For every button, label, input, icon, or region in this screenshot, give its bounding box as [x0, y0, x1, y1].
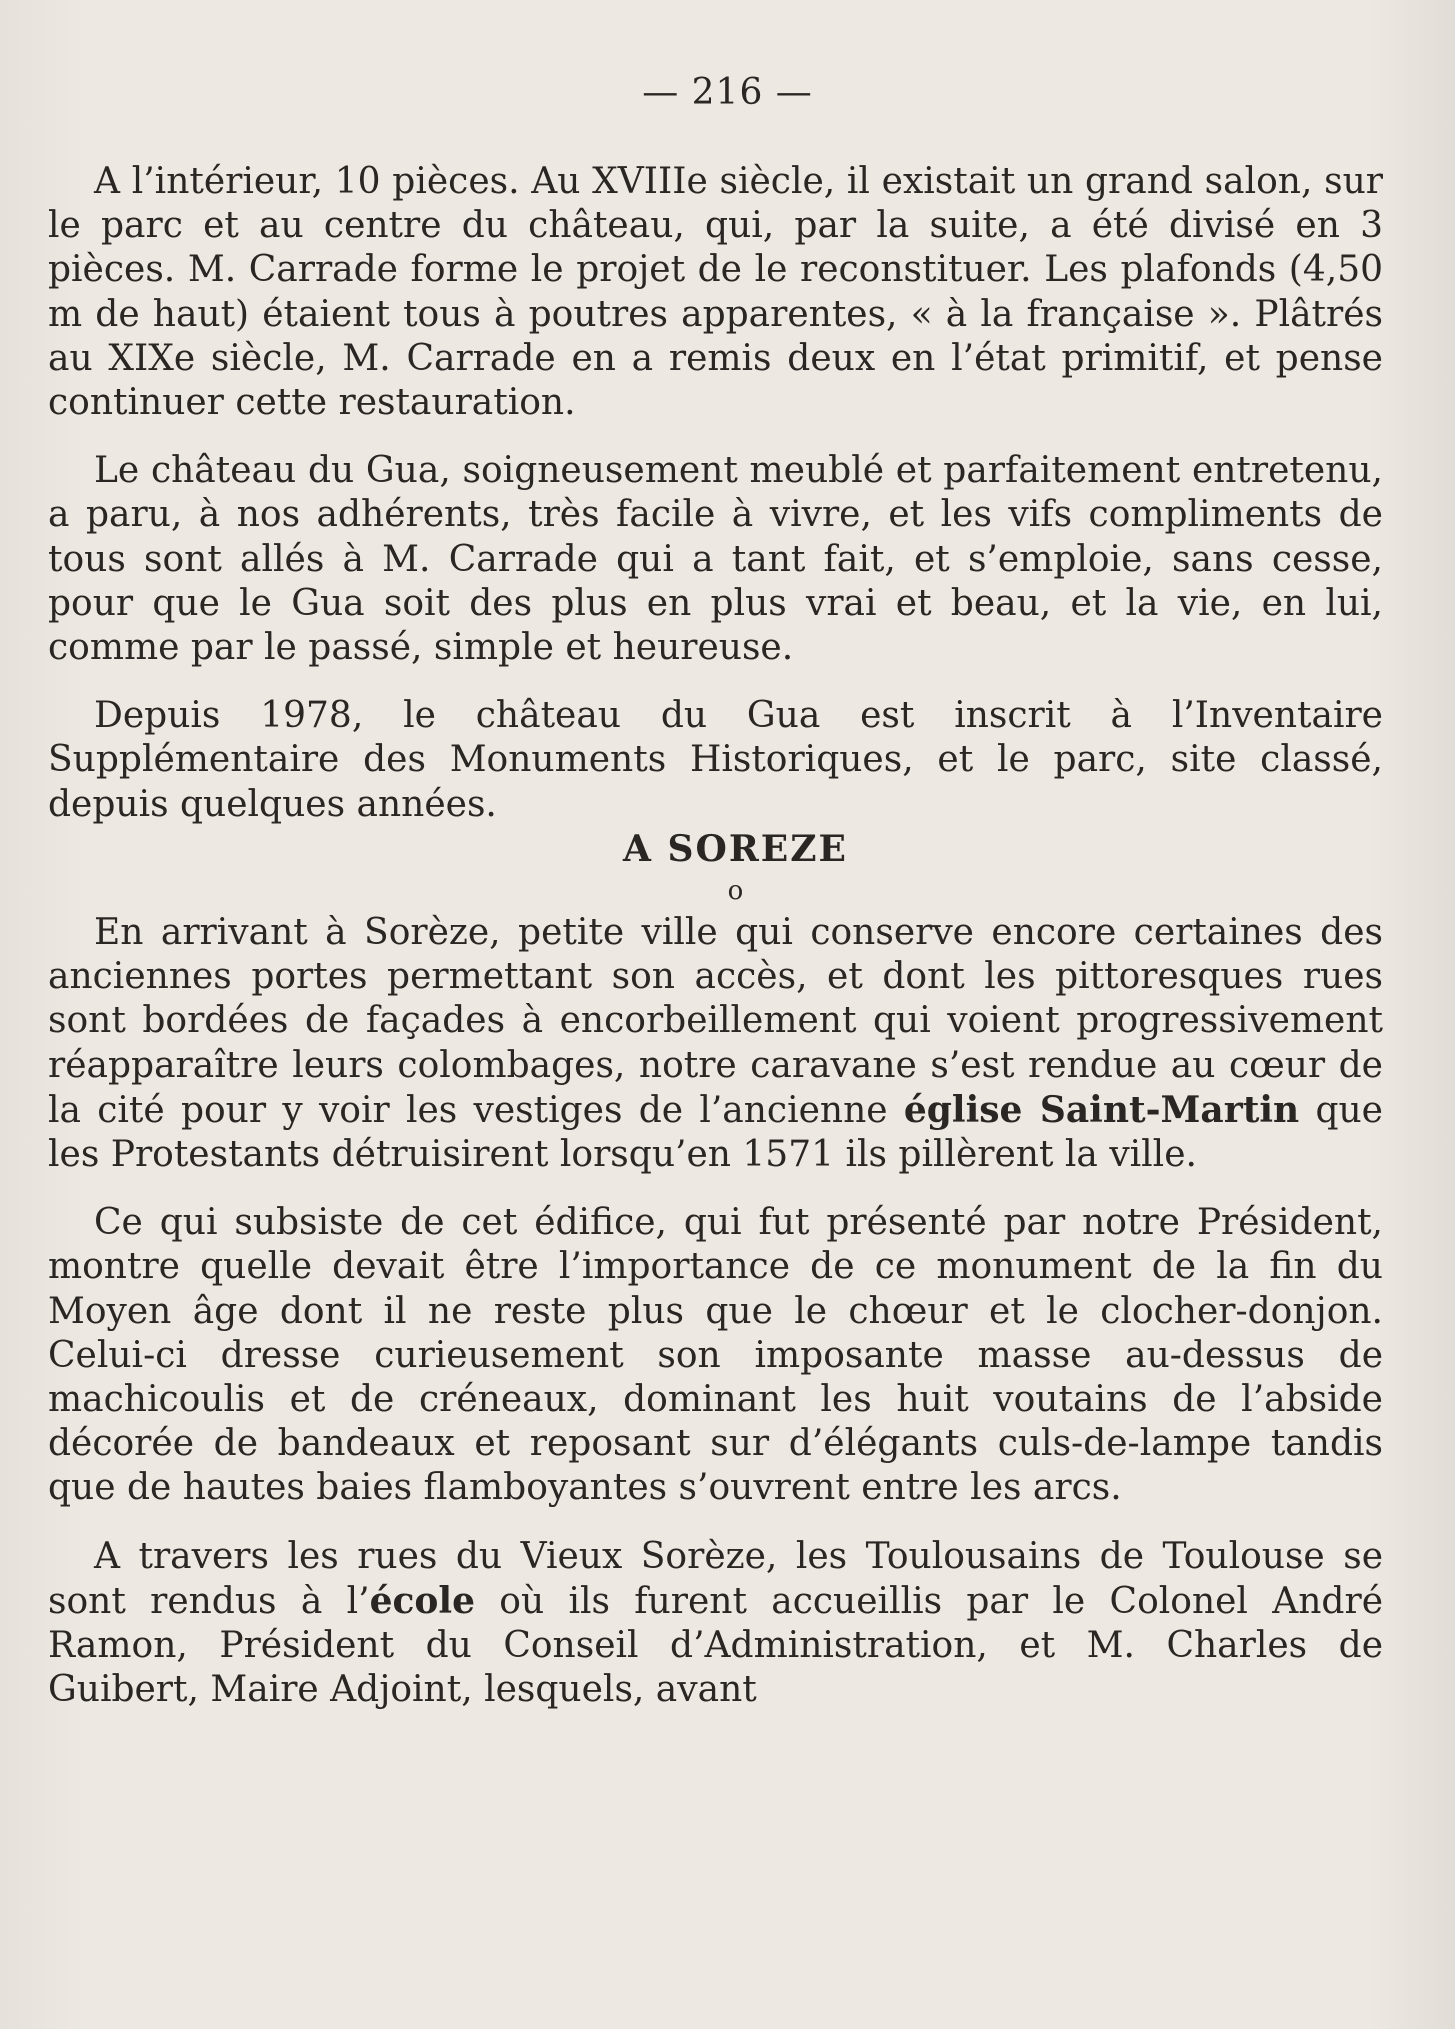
emphasis-eglise-saint-martin: église Saint-Martin: [903, 1088, 1300, 1131]
section-title: A SOREZE: [623, 827, 848, 870]
paragraph-soreze-arrival: [48, 911, 1383, 1177]
section-ornament: o: [727, 876, 744, 907]
body-text: [48, 160, 1383, 1713]
paragraph-interior: A l’intérieur, 10 pièces. Au XVIIIe siècle, il existait un grand salon, sur le parc et au centre du château, qui, par la suite, a été divisé en 3 pièces. M. Carrade forme le projet de le reconstituer. Les plafonds (4,50 m de haut) étaient tous à poutres apparentes, « à la française ». Plâtrés au XIXe siècle, M. Carrade en a remis deux en l’état primitif, et pense continuer cette restauration.: [48, 161, 1383, 424]
paragraph-chateau-gua: Le château du Gua, soigneusement meublé et parfaitement entretenu, a paru, à nos adhérents, très facile à vivre, et les vifs compliments de tous sont allés à M. Carrade qui a tant fait, et s’emploie, sans cesse, pour que le Gua soit des plus en plus vrai et beau, et la vie, en lui, comme par le passé, simple et heureuse.: [48, 450, 1383, 669]
emphasis-ecole: école: [369, 1579, 475, 1622]
paragraph-school: [48, 1535, 1383, 1713]
paragraph-soreze-arrival-text-2: que les Protestants détruisirent lorsqu’en 1571 ils pillèrent la ville.: [48, 1089, 1383, 1176]
paragraph-soreze-arrival-text-1: En arrivant à Sorèze, petite ville qui conserve encore certaines des anciennes portes permettant son accès, et dont les pittoresques rues sont bordées de façades à encorbeillement qui voient progressivement réapparaître leurs colombages, notre caravane s’est rendue au cœur de la cité pour y voir les vestiges de l’ancienne: [48, 912, 1383, 1131]
paragraph-school-text-1: A travers les rues du Vieux Sorèze, les Toulousains de Toulouse se sont rendus à l’: [48, 1535, 1383, 1622]
paragraph-inventory: Depuis 1978, le château du Gua est inscrit à l’Inventaire Supplémentaire des Monuments Historiques, et le parc, site classé, depuis quelques années.: [48, 695, 1383, 825]
paragraph-school-text-2: où ils furent accueillis par le Colonel André Ramon, Président du Conseil d’Administration, et M. Charles de Guibert, Maire Adjoint, lesquels, avant: [48, 1580, 1383, 1711]
paragraph-edifice: Ce qui subsiste de cet édifice, qui fut présenté par notre Président, montre quelle devait être l’importance de ce monument de la fin du Moyen âge dont il ne reste plus que le chœur et le clocher-donjon. Celui-ci dresse curieusement son imposante masse au-dessus de machicoulis et de créneaux, dominant les huit voutains de l’abside décorée de bandeaux et reposant sur d’élégants culs-de-lampe tandis que de hautes baies flamboyantes s’ouvrent entre les arcs.: [48, 1202, 1383, 1509]
page-number: — 216 —: [642, 72, 813, 113]
